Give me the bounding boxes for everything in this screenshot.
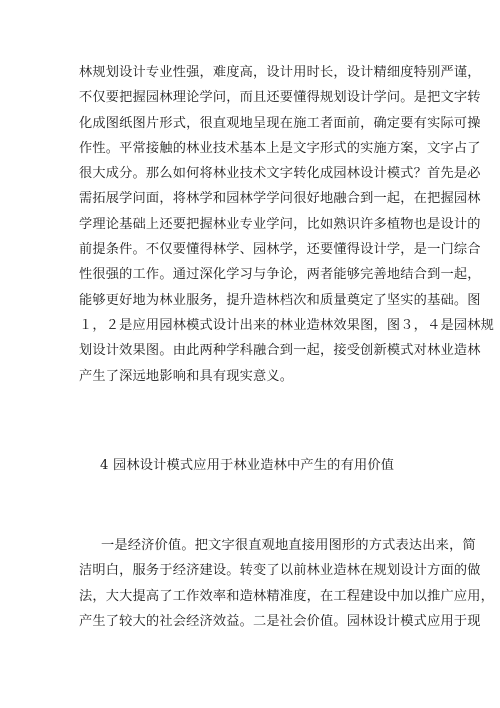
paragraph-1-line: 能够更好地为林业服务，提升造林档次和质量奠定了坚实的基础。图 (79, 292, 481, 308)
paragraph-1 (79, 60, 495, 389)
paragraph-1-line: 学理论基础上还要把握林业专业学问，比如熟识许多植物也是设计的 (79, 216, 481, 232)
paragraph-1-line: 产生了深远地影响和具有现实意义。 (79, 368, 294, 384)
paragraph-1-line: 性很强的工作。通过深化学习与争论，两者能够完善地结合到一起， (79, 267, 481, 283)
paragraph-2-line: 一是经济价值。把文字很直观地直接用图形的方式表达出来，简 (101, 538, 476, 553)
paragraph-1-line: 划设计效果图。由此两种学科融合到一起，接受创新模式对林业造林 (79, 343, 481, 359)
paragraph-2-line: 产生了较大的社会经济效益。二是社会价值。园林设计模式应用于现 (79, 613, 481, 629)
paragraph-2-line: 法，大大提高了工作效率和造林精准度，在工程建设中加以推广应用， (79, 588, 495, 604)
paragraph-2 (79, 533, 495, 634)
paragraph-1-line: 林规划设计专业性强，难度高，设计用时长，设计精细度特别严谨， (79, 65, 481, 80)
paragraph-1-line: １，２是应用园林模式设计出来的林业造林效果图，图３，４是园林规 (79, 317, 495, 333)
paragraph-1-line: 需拓展学问面，将林学和园林学学问很好地融合到一起，在把握园林 (79, 191, 481, 207)
paragraph-1-line: 很大成分。那么如何将林业技术文字转化成园林设计模式？首先是必 (79, 166, 481, 182)
paragraph-1-line: 前提条件。不仅要懂得林学、园林学，还要懂得设计学，是一门综合 (79, 242, 481, 258)
paragraph-1-line: 化成图纸图片形式，很直观地呈现在施工者面前，确定要有实际可操 (79, 115, 481, 131)
section-heading: 4 园林设计模式应用于林业造林中产生的有用价值 (100, 458, 395, 473)
paragraph-2-line: 洁明白，服务于经济建设。转变了以前林业造林在规划设计方面的做 (79, 563, 481, 579)
paragraph-1-line: 不仅要把握园林理论学问，而且还要懂得规划设计学问。是把文字转 (79, 90, 481, 106)
paragraph-1-line: 作性。平常接触的林业技术基本上是文字形式的实施方案，文字占了 (79, 140, 481, 156)
